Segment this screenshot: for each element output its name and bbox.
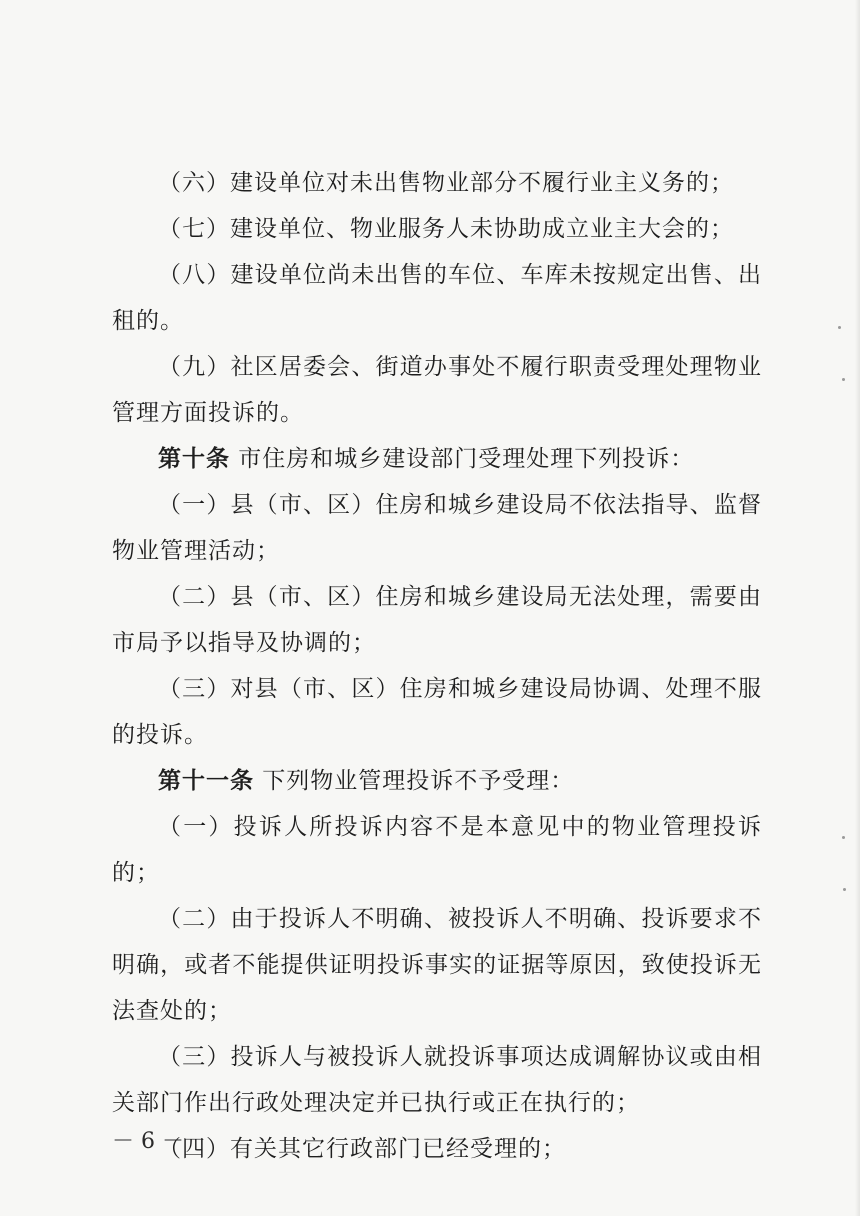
- article-11: [112, 758, 762, 804]
- article-11-item-4: [112, 1126, 762, 1172]
- paragraph-text: （三）对县（市、区）住房和城乡建设局协调、处理不服的投诉。: [112, 676, 762, 748]
- paragraph-text: （一）县（市、区）住房和城乡建设局不依法指导、监督物业管理活动；: [112, 492, 762, 564]
- article-11-item-3: [112, 1034, 762, 1126]
- article-10-item-2: [112, 574, 762, 666]
- article-text: 市住房和城乡建设部门受理处理下列投诉：: [230, 446, 695, 472]
- article-10-item-1: [112, 482, 762, 574]
- paragraph-item-7: [112, 206, 762, 252]
- paragraph-item-6: [112, 160, 762, 206]
- document-body: [112, 160, 762, 1172]
- paragraph-item-8: [112, 252, 762, 344]
- paragraph-text: （六）建设单位对未出售物业部分不履行业主义务的；: [158, 170, 734, 196]
- article-text: 下列物业管理投诉不予受理：: [254, 768, 575, 794]
- article-11-item-1: [112, 804, 762, 896]
- page-number: － 6 －: [112, 1129, 184, 1154]
- article-10: [112, 436, 762, 482]
- scan-speck: [842, 378, 845, 381]
- article-heading: 第十一条: [158, 767, 254, 794]
- paragraph-text: （七）建设单位、物业服务人未协助成立业主大会的；: [158, 216, 734, 242]
- paragraph-text: （二）县（市、区）住房和城乡建设局无法处理，需要由市局予以指导及协调的；: [112, 584, 762, 656]
- paragraph-text: （二）由于投诉人不明确、被投诉人不明确、投诉要求不明确，或者不能提供证明投诉事实的证据等原因，致使投诉无法查处的；: [112, 906, 762, 1024]
- paragraph-text: （八）建设单位尚未出售的车位、车库未按规定出售、出租的。: [112, 262, 762, 334]
- article-heading: 第十条: [158, 445, 230, 472]
- scan-speck: [838, 326, 841, 329]
- scan-speck: [843, 888, 846, 891]
- paragraph-text: （九）社区居委会、街道办事处不履行职责受理处理物业管理方面投诉的。: [112, 354, 762, 426]
- page-edge-shadow: [855, 0, 860, 1216]
- article-10-item-3: [112, 666, 762, 758]
- paragraph-text: （三）投诉人与被投诉人就投诉事项达成调解协议或由相关部门作出行政处理决定并已执行或正在执行的；: [112, 1044, 762, 1116]
- paragraph-text: （四）有关其它行政部门已经受理的；: [158, 1136, 566, 1162]
- scan-speck: [842, 836, 845, 839]
- paragraph-item-9: [112, 344, 762, 436]
- paragraph-text: （一）投诉人所投诉内容不是本意见中的物业管理投诉的；: [112, 814, 762, 886]
- article-11-item-2: [112, 896, 762, 1034]
